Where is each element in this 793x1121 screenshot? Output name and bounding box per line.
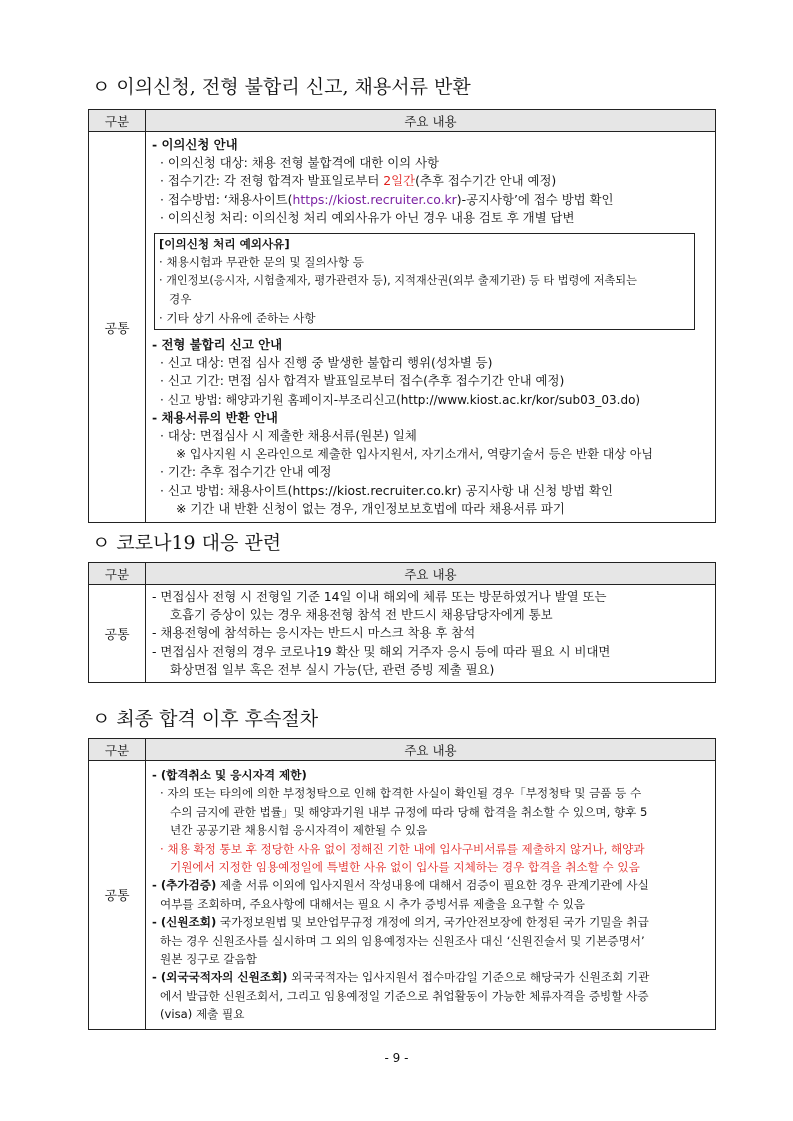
list-item: - 면접심사 전형 시 전형일 기준 14일 이내 해외에 체류 또는 방문하였거나 발열 또는 xyxy=(152,589,607,604)
warning-item-cont: 기원에서 지정한 임용예정일에 특별한 사유 없이 입사를 지체하는 경우 합격을 취소할 수 있음 xyxy=(170,860,640,875)
header-content: 주요 내용 xyxy=(146,563,716,585)
list-item-cont: 에서 발급한 신원조회서, 그리고 임용예정일 기준으로 취업활동이 가능한 체류자격을 증빙할 사증 xyxy=(160,988,649,1003)
list-item: - 면접심사 전형의 경우 코로나19 확산 및 해외 거주자 응시 등에 따라 필요 시 비대면 xyxy=(152,643,611,659)
exception-item: · 개인정보(응시자, 시험출제자, 평가관련자 등), 지적재산권(외부 출제기관) 등 타 법령에 저촉되는 xyxy=(159,273,637,287)
list-item-cont: 하는 경우 신원조사를 실시하며 그 외의 임용예정자는 신원조사 대신 ‘신원진술서 및 기본증명서’ xyxy=(160,933,645,948)
header-content: 주요 내용 xyxy=(146,739,716,761)
objection-table xyxy=(88,109,716,523)
cancel-heading: - (합격취소 및 응시자격 제한) xyxy=(152,768,307,782)
category-common: 공통 xyxy=(89,761,146,1030)
list-item: - 채용전형에 참석하는 응시자는 반드시 마스크 착용 후 참석 xyxy=(152,625,476,641)
list-item: - (추가검증) 제출 서류 이외에 입사지원서 작성내용에 대해서 검증이 필요한 경우 관계기관에 사실 xyxy=(152,878,649,893)
list-item: · 신고 방법: 해양과기원 홈페이지-부조리신고(http://www.kiost.ac.kr/kor/sub03_03.do) xyxy=(160,392,641,407)
list-item: · 신고 기간: 면접 심사 합격자 발표일로부터 접수(추후 접수기간 안내 예정) xyxy=(160,373,565,389)
list-item: - (외국국적자의 신원조회) 외국국적자는 입사지원서 접수마감일 기준으로 해당국가 신원조회 기관 xyxy=(152,970,650,985)
list-item-cont: 여부를 조회하며, 주요사항에 대해서는 필요 시 추가 증빙서류 제출을 요구할 수 있음 xyxy=(160,896,586,911)
category-common: 공통 xyxy=(89,585,146,683)
content-cell xyxy=(146,761,716,1030)
document-return-heading: - 채용서류의 반환 안내 xyxy=(152,409,278,425)
recruiter-link[interactable]: https://kiost.recruiter.co.kr xyxy=(292,191,457,207)
list-item-cont: 수의 금지에 관한 법률」및 해양과기원 내부 규정에 따라 당해 합격을 취소할 수 있으며, 향후 5 xyxy=(170,804,648,819)
header-content: 주요 내용 xyxy=(146,110,716,132)
list-item-cont: 원본 징구로 갈음함 xyxy=(160,952,257,967)
list-item: · 이의신청 대상: 채용 전형 불합격에 대한 이의 사항 xyxy=(160,155,440,171)
exception-item: · 채용시험과 무관한 문의 및 질의사항 등 xyxy=(159,255,364,270)
header-category: 구분 xyxy=(89,563,146,585)
list-item: · 이의신청 처리: 이의신청 처리 예외사유가 아닌 경우 내용 검토 후 개별 답변 xyxy=(160,209,575,225)
header-category: 구분 xyxy=(89,739,146,761)
note-item: ※ 입사지원 시 온라인으로 제출한 입사지원서, 자기소개서, 역량기술서 등은 반환 대상 아님 xyxy=(176,447,653,462)
list-item: · 대상: 면접심사 시 제출한 채용서류(원본) 일체 xyxy=(160,428,417,444)
list-item: · 신고 방법: 채용사이트(https://kiost.recruiter.co.kr) 공지사항 내 신청 방법 확인 xyxy=(160,482,613,498)
warning-item: · 채용 확정 통보 후 정당한 사유 없이 정해진 기한 내에 입사구비서류를 제출하지 않거나, 해양과 xyxy=(160,841,645,856)
list-item: · 접수기간: 각 전형 합격자 발표일로부터 2일간(추후 접수기간 안내 예정) xyxy=(160,173,557,189)
list-item: · 자의 또는 타의에 의한 부정청탁으로 인해 합격한 사실이 확인될 경우「부정청탁 및 금품 등 수 xyxy=(160,786,642,801)
content-cell xyxy=(146,132,716,523)
exception-box xyxy=(154,233,695,330)
section-title-covid: ㅇ 코로나19 대응 관련 xyxy=(92,532,282,554)
list-item-cont: 화상면접 일부 혹은 전부 실시 가능(단, 관련 증빙 제출 필요) xyxy=(170,661,495,677)
page-number: - 9 - xyxy=(384,1051,409,1065)
unfair-report-heading: - 전형 불합리 신고 안내 xyxy=(152,337,283,353)
exception-item: · 기타 상기 사유에 준하는 사항 xyxy=(159,310,316,325)
list-item: · 신고 대상: 면접 심사 진행 중 발생한 불합리 행위(성차별 등) xyxy=(160,355,493,371)
list-item-cont: 년간 공공기관 채용시험 응시자격이 제한될 수 있음 xyxy=(170,823,428,838)
category-common: 공통 xyxy=(89,132,146,523)
covid-table xyxy=(88,562,716,683)
followup-table xyxy=(88,738,716,1030)
period-highlight: 2일간 xyxy=(383,173,416,189)
exception-item-cont: 경우 xyxy=(169,292,192,307)
exception-heading: [이의신청 처리 예외사유] xyxy=(159,237,290,252)
content-cell xyxy=(146,585,716,683)
header-category: 구분 xyxy=(89,110,146,132)
note-item: ※ 기간 내 반환 신청이 없는 경우, 개인정보보호법에 따라 채용서류 파기 xyxy=(176,500,565,516)
objection-heading: - 이의신청 안내 xyxy=(152,137,238,152)
list-item: - (신원조회) 국가정보원법 및 보안업무규정 개정에 의거, 국가안전보장에 한정된 국가 기밀을 취급 xyxy=(152,915,649,930)
list-item-cont: 호흡기 증상이 있는 경우 채용전형 참석 전 반드시 채용담당자에게 통보 xyxy=(170,607,553,623)
list-item-cont: (visa) 제출 필요 xyxy=(160,1007,245,1022)
section-title-followup: ㅇ 최종 합격 이후 후속절차 xyxy=(92,708,319,730)
list-item: · 기간: 추후 접수기간 안내 예정 xyxy=(160,464,332,480)
list-item: · 접수방법: ‘채용사이트(https://kiost.recruiter.co.kr)-공지사항’에 접수 방법 확인 xyxy=(160,191,614,207)
section-title-objection: ㅇ 이의신청, 전형 불합리 신고, 채용서류 반환 xyxy=(92,76,471,98)
